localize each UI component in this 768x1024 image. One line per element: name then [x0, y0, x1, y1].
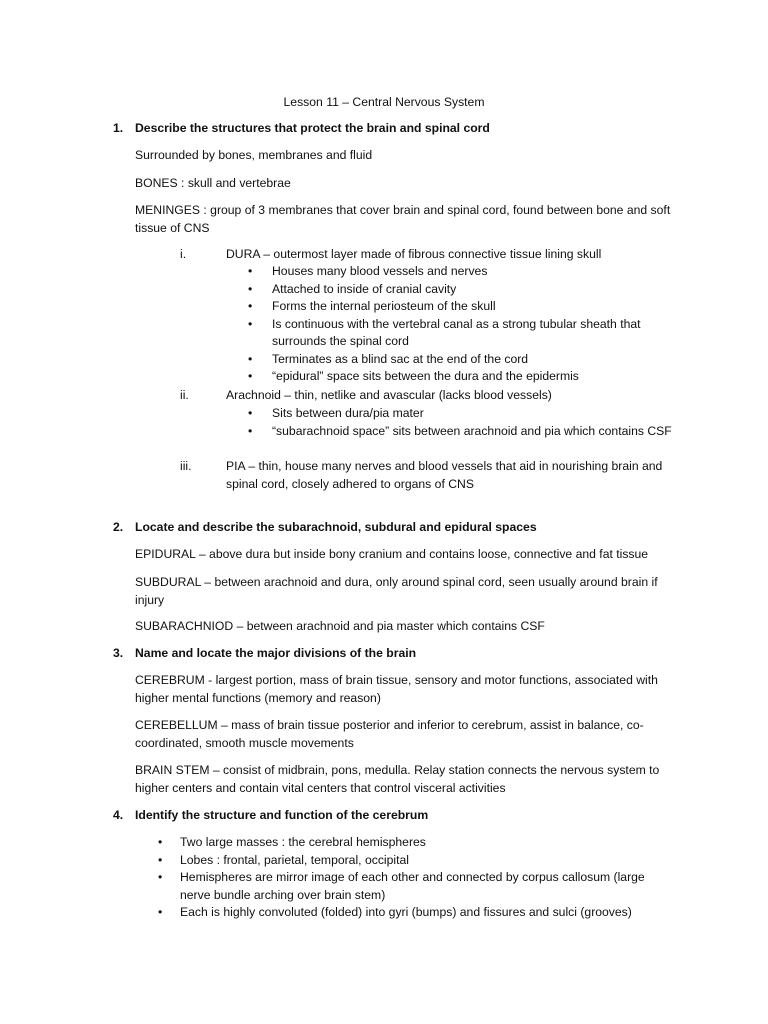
roman-text: Arachnoid – thin, netlike and avascular (lacks blood vessels): [226, 388, 552, 402]
question-number: 4.: [113, 808, 124, 822]
question-3-heading: [113, 645, 713, 663]
list-item: • Each is highly convoluted (folded) into gyri (bumps) and fissures and sulci (grooves): [158, 904, 678, 922]
paragraph: CEREBELLUM – mass of brain tissue posterior and inferior to cerebrum, assist in balance, co-coordinated, smooth muscle movements: [135, 718, 644, 750]
question-text: Describe the structures that protect the brain and spinal cord: [135, 121, 490, 135]
list-item: • Is continuous with the vertebral canal as a strong tubular sheath that surrounds the spinal cord: [248, 316, 678, 351]
list-item: • “subarachnoid space” sits between arachnoid and pia which contains CSF: [248, 423, 678, 441]
roman-item-dura: [180, 246, 680, 264]
question-number: 2.: [113, 520, 124, 534]
roman-numeral: ii.: [180, 388, 189, 402]
paragraph: EPIDURAL – above dura but inside bony cranium and contains loose, connective and fat tissue: [135, 547, 649, 561]
roman-text: PIA – thin, house many nerves and blood vessels that aid in nourishing brain and spinal cord, closely adhered to organs of CNS: [226, 459, 663, 491]
paragraph: SUBARACHNIOD – between arachnoid and pia master which contains CSF: [135, 619, 545, 633]
question-2-heading: [113, 519, 713, 537]
list-item: • “epidural” space sits between the dura and the epidermis: [248, 368, 678, 386]
list-item: • Lobes : frontal, parietal, temporal, occipital: [158, 852, 678, 870]
arachnoid-bullet-list: [248, 405, 678, 440]
question-text: Locate and describe the subarachnoid, subdural and epidural spaces: [135, 520, 537, 534]
roman-text: DURA – outermost layer made of fibrous connective tissue lining skull: [226, 247, 602, 261]
paragraph: BRAIN STEM – consist of midbrain, pons, medulla. Relay station connects the nervous system to higher centers and contain vital centers that control visceral activities: [135, 763, 660, 795]
paragraph: Surrounded by bones, membranes and fluid: [135, 148, 373, 162]
list-item: • Houses many blood vessels and nerves: [248, 263, 678, 281]
question-text: Identify the structure and function of the cerebrum: [135, 808, 429, 822]
question-text: Name and locate the major divisions of the brain: [135, 646, 417, 660]
paragraph: CEREBRUM - largest portion, mass of brain tissue, sensory and motor functions, associated with higher mental functions (memory and reason): [135, 673, 658, 705]
roman-numeral: i.: [180, 247, 187, 261]
list-item: • Forms the internal periosteum of the skull: [248, 298, 678, 316]
page-title: Lesson 11 – Central Nervous System: [283, 95, 485, 109]
list-item: • Terminates as a blind sac at the end of the cord: [248, 351, 678, 369]
roman-item-pia: [180, 458, 680, 493]
question-1-heading: [113, 120, 713, 138]
roman-item-arachnoid: [180, 387, 680, 405]
question-number: 3.: [113, 646, 124, 660]
dura-bullet-list: [248, 263, 678, 386]
cerebrum-bullet-list: [158, 834, 678, 922]
list-item: • Attached to inside of cranial cavity: [248, 281, 678, 299]
paragraph: MENINGES : group of 3 membranes that cover brain and spinal cord, found between bone and soft tissue of CNS: [135, 203, 671, 235]
list-item: • Hemispheres are mirror image of each other and connected by corpus callosum (large nerve bundle arching over brain stem): [158, 869, 678, 904]
paragraph: BONES : skull and vertebrae: [135, 176, 291, 190]
question-number: 1.: [113, 121, 124, 135]
list-item: • Sits between dura/pia mater: [248, 405, 678, 423]
question-4-heading: [113, 807, 713, 825]
roman-numeral: iii.: [180, 459, 192, 473]
list-item: • Two large masses : the cerebral hemispheres: [158, 834, 678, 852]
paragraph: SUBDURAL – between arachnoid and dura, only around spinal cord, seen usually around brain if injury: [135, 575, 658, 607]
